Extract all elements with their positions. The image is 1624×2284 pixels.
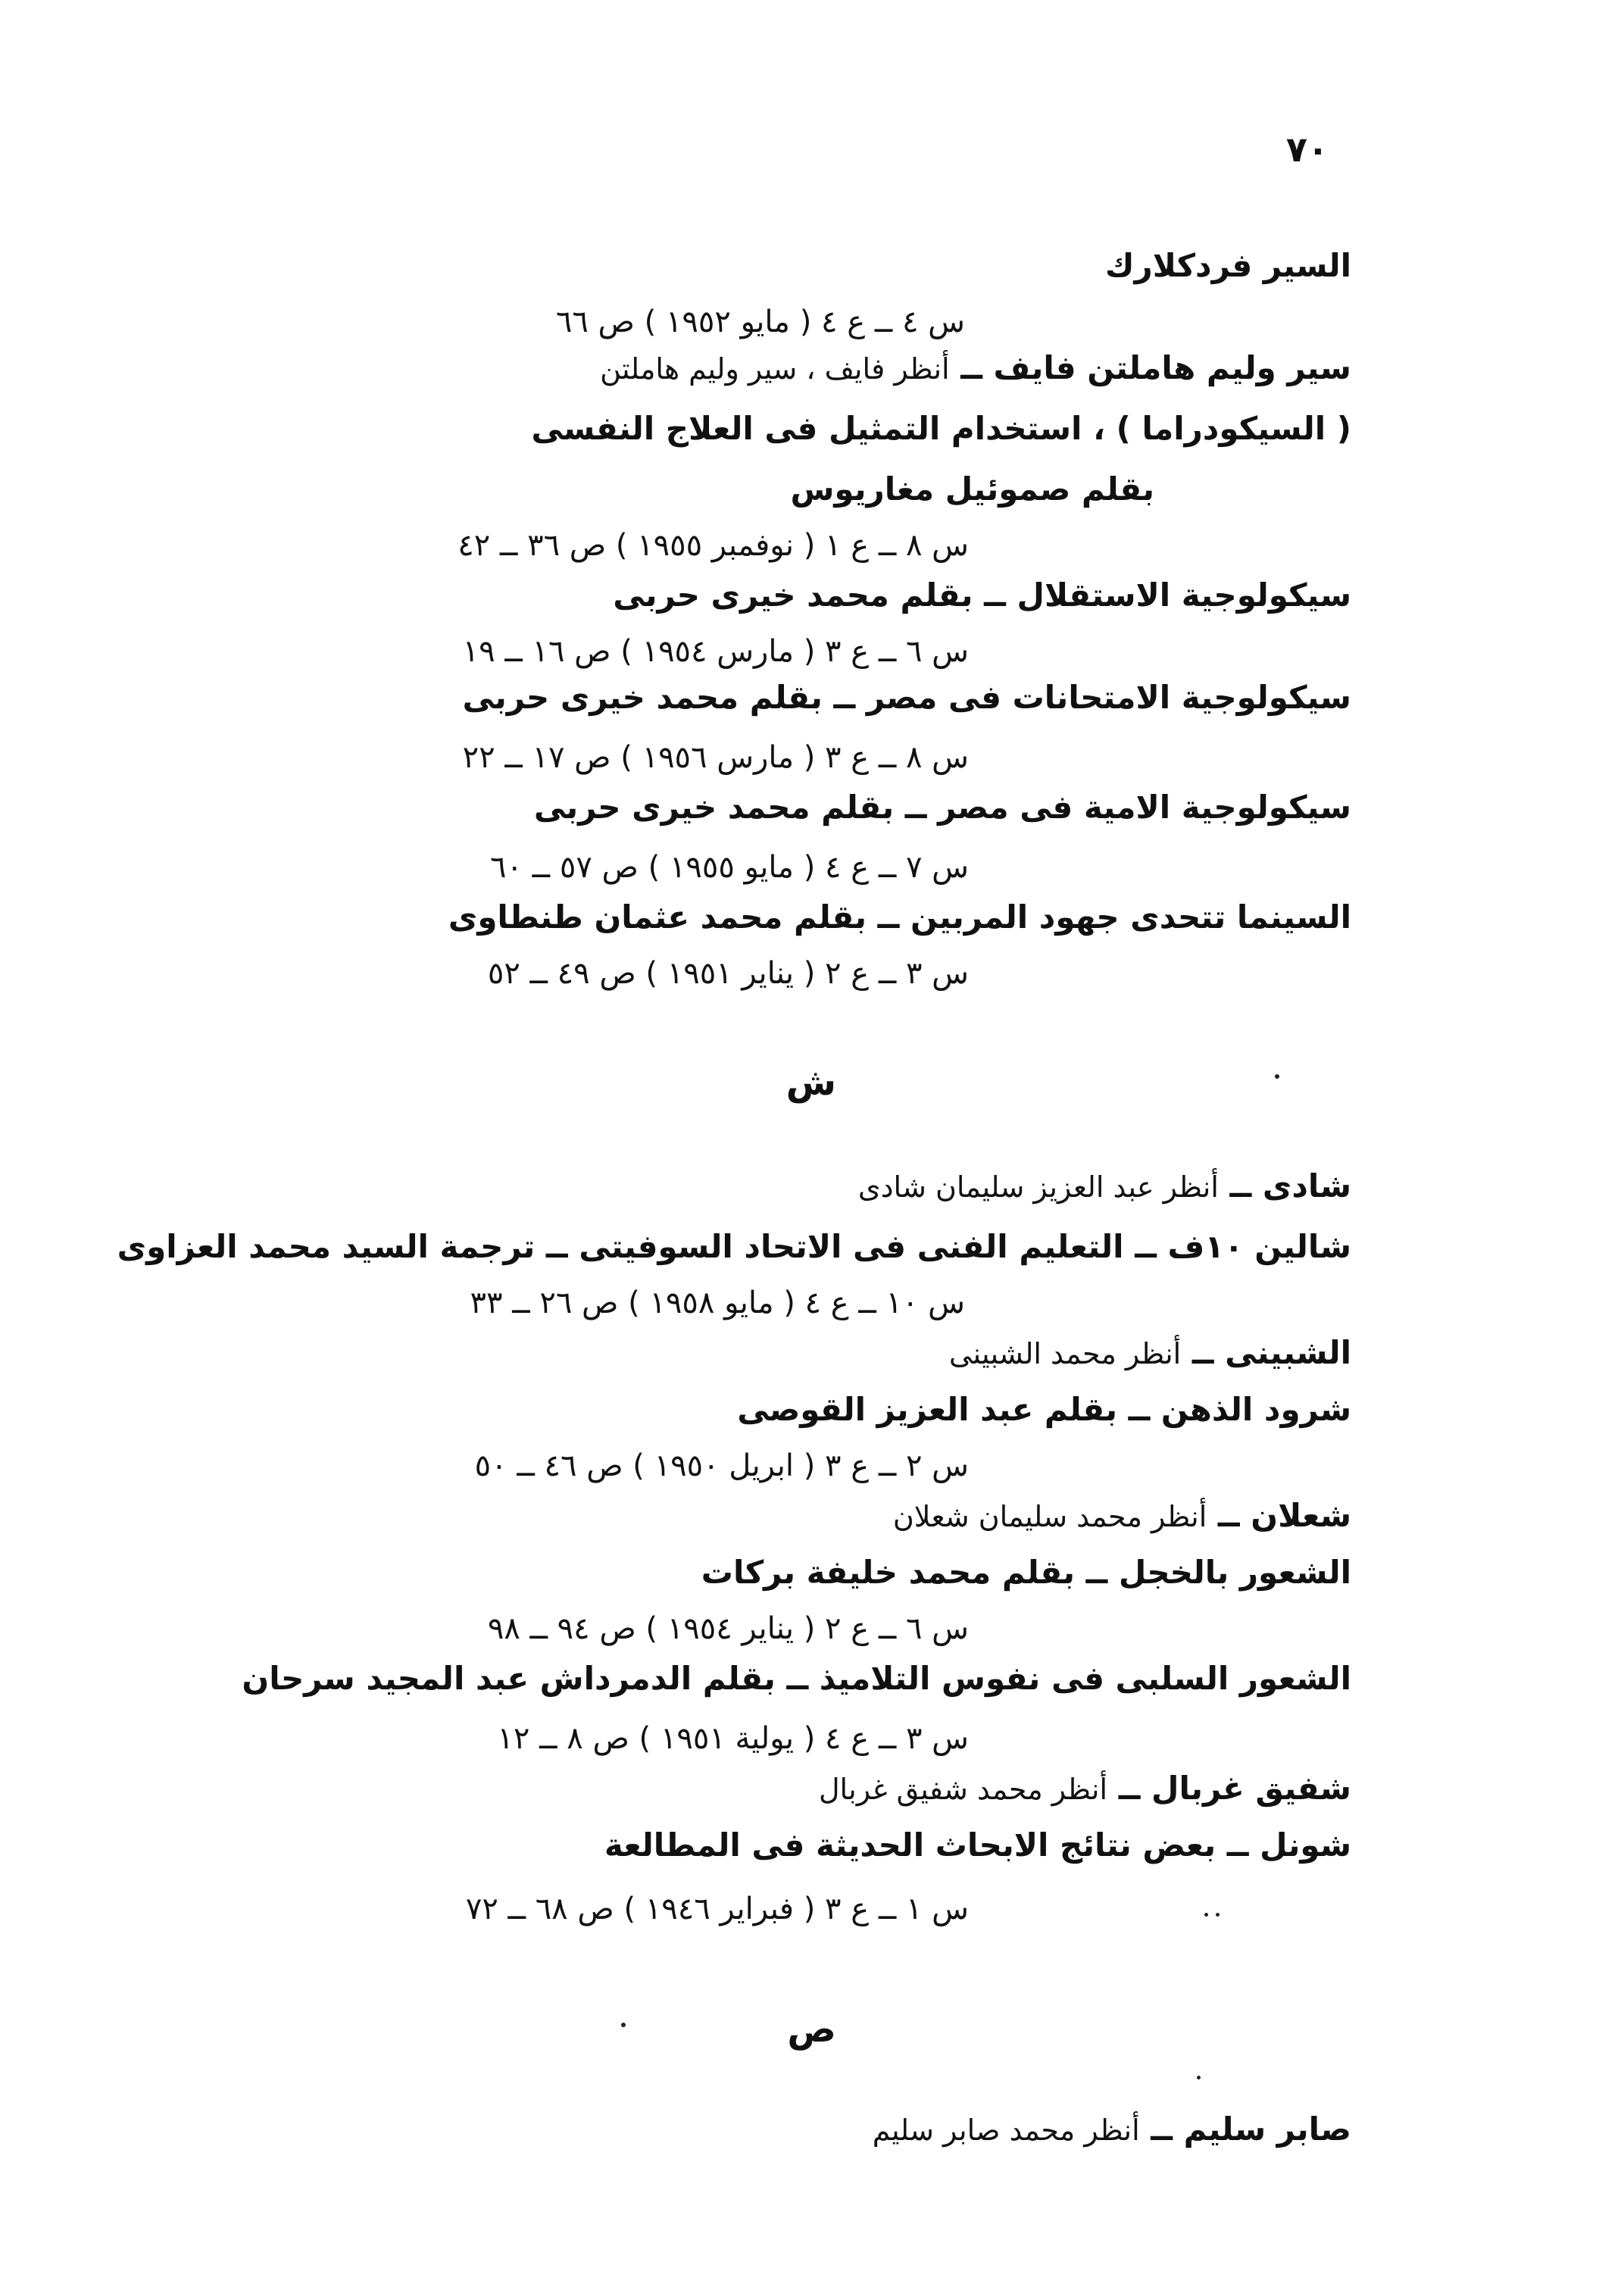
entry-heading: ( السيكودراما ) ، استخدام التمثيل فى العلاج النفسى — [531, 410, 1351, 447]
entry-reference: س ٣ ــ ع ٢ ( يناير ١٩٥١ ) ص ٤٩ ــ ٥٢ — [487, 956, 969, 991]
entry-heading: الشبينى ــ أنظر محمد الشبينى — [948, 1334, 1351, 1371]
entry-heading: شالين ١٠ف ــ التعليم الفنى فى الاتحاد السوفيتى ــ ترجمة السيد محمد العزاوى — [117, 1228, 1351, 1265]
speck — [1204, 1913, 1208, 1917]
entry-heading: السينما تتحدى جهود المربين ــ بقلم محمد عثمان طنطاوى — [448, 898, 1351, 936]
entry-reference: س ٨ ــ ع ٣ ( مارس ١٩٥٦ ) ص ١٧ ــ ٢٢ — [462, 740, 969, 775]
entry-heading: الشعور بالخجل ــ بقلم محمد خليفة بركات — [701, 1554, 1351, 1591]
entry-heading: سيكولوجية الامية فى مصر ــ بقلم محمد خيرى حربى — [533, 789, 1351, 826]
entry-heading: الشعور السلبى فى نفوس التلاميذ ــ بقلم الدمرداش عبد المجيد سرحان — [242, 1660, 1351, 1697]
entry-reference: س ٤ ــ ع ٤ ( مايو ١٩٥٢ ) ص ٦٦ — [555, 305, 965, 339]
entry-heading: السير فردكلارك — [1105, 247, 1351, 284]
entry-heading: شعلان ــ أنظر محمد سليمان شعلان — [892, 1497, 1351, 1534]
speck — [621, 2023, 626, 2027]
entry-reference: س ٦ ــ ع ٣ ( مارس ١٩٥٤ ) ص ١٦ ــ ١٩ — [462, 634, 969, 669]
entry-reference: س ٨ ــ ع ١ ( نوفمبر ١٩٥٥ ) ص ٣٦ ــ ٤٢ — [458, 528, 969, 563]
entry-heading: سيكولوجية الاستقلال ــ بقلم محمد خيرى حربى — [613, 576, 1351, 614]
entry-heading: شونل ــ بعض نتائج الابحاث الحديثة فى المطالعة — [604, 1826, 1351, 1864]
entry-heading: سيكولوجية الامتحانات فى مصر ــ بقلم محمد خيرى حربى — [462, 679, 1351, 716]
entry-reference: س ١٠ ــ ع ٤ ( مايو ١٩٥٨ ) ص ٢٦ ــ ٣٣ — [470, 1286, 965, 1320]
page-number: ٧٠ — [1285, 129, 1329, 170]
entry-heading: شفيق غربال ــ أنظر محمد شفيق غربال — [818, 1770, 1351, 1807]
entry-heading: سير وليم هاملتن فايف ــ أنظر فايف ، سير وليم هاملتن — [600, 349, 1351, 386]
entry-reference: س ٦ ــ ع ٢ ( يناير ١٩٥٤ ) ص ٩٤ ــ ٩٨ — [487, 1611, 969, 1646]
section-letter-sad: ص — [787, 2008, 836, 2051]
speck — [1275, 1074, 1279, 1079]
entry-reference: س ١ ــ ع ٣ ( فبراير ١٩٤٦ ) ص ٦٨ ــ ٧٢ — [465, 1892, 969, 1926]
entry-author: بقلم صموئيل مغاريوس — [790, 470, 1154, 508]
entry-reference: س ٢ ــ ع ٣ ( ابريل ١٩٥٠ ) ص ٤٦ ــ ٥٠ — [474, 1448, 969, 1483]
entry-heading: صابر سليم ــ أنظر محمد صابر سليم — [872, 2111, 1351, 2148]
entry-reference: س ٣ ــ ع ٤ ( يولية ١٩٥١ ) ص ٨ ــ ١٢ — [497, 1721, 969, 1756]
entry-heading: شرود الذهن ــ بقلم عبد العزيز القوصى — [737, 1391, 1351, 1428]
entry-heading: شادى ــ أنظر عبد العزيز سليمان شادى — [857, 1167, 1351, 1204]
entry-reference: س ٧ ــ ع ٤ ( مايو ١٩٥٥ ) ص ٥٧ ــ ٦٠ — [490, 850, 969, 885]
speck — [1197, 2076, 1201, 2079]
section-letter-shin: ش — [785, 1061, 836, 1104]
speck — [1216, 1913, 1220, 1917]
